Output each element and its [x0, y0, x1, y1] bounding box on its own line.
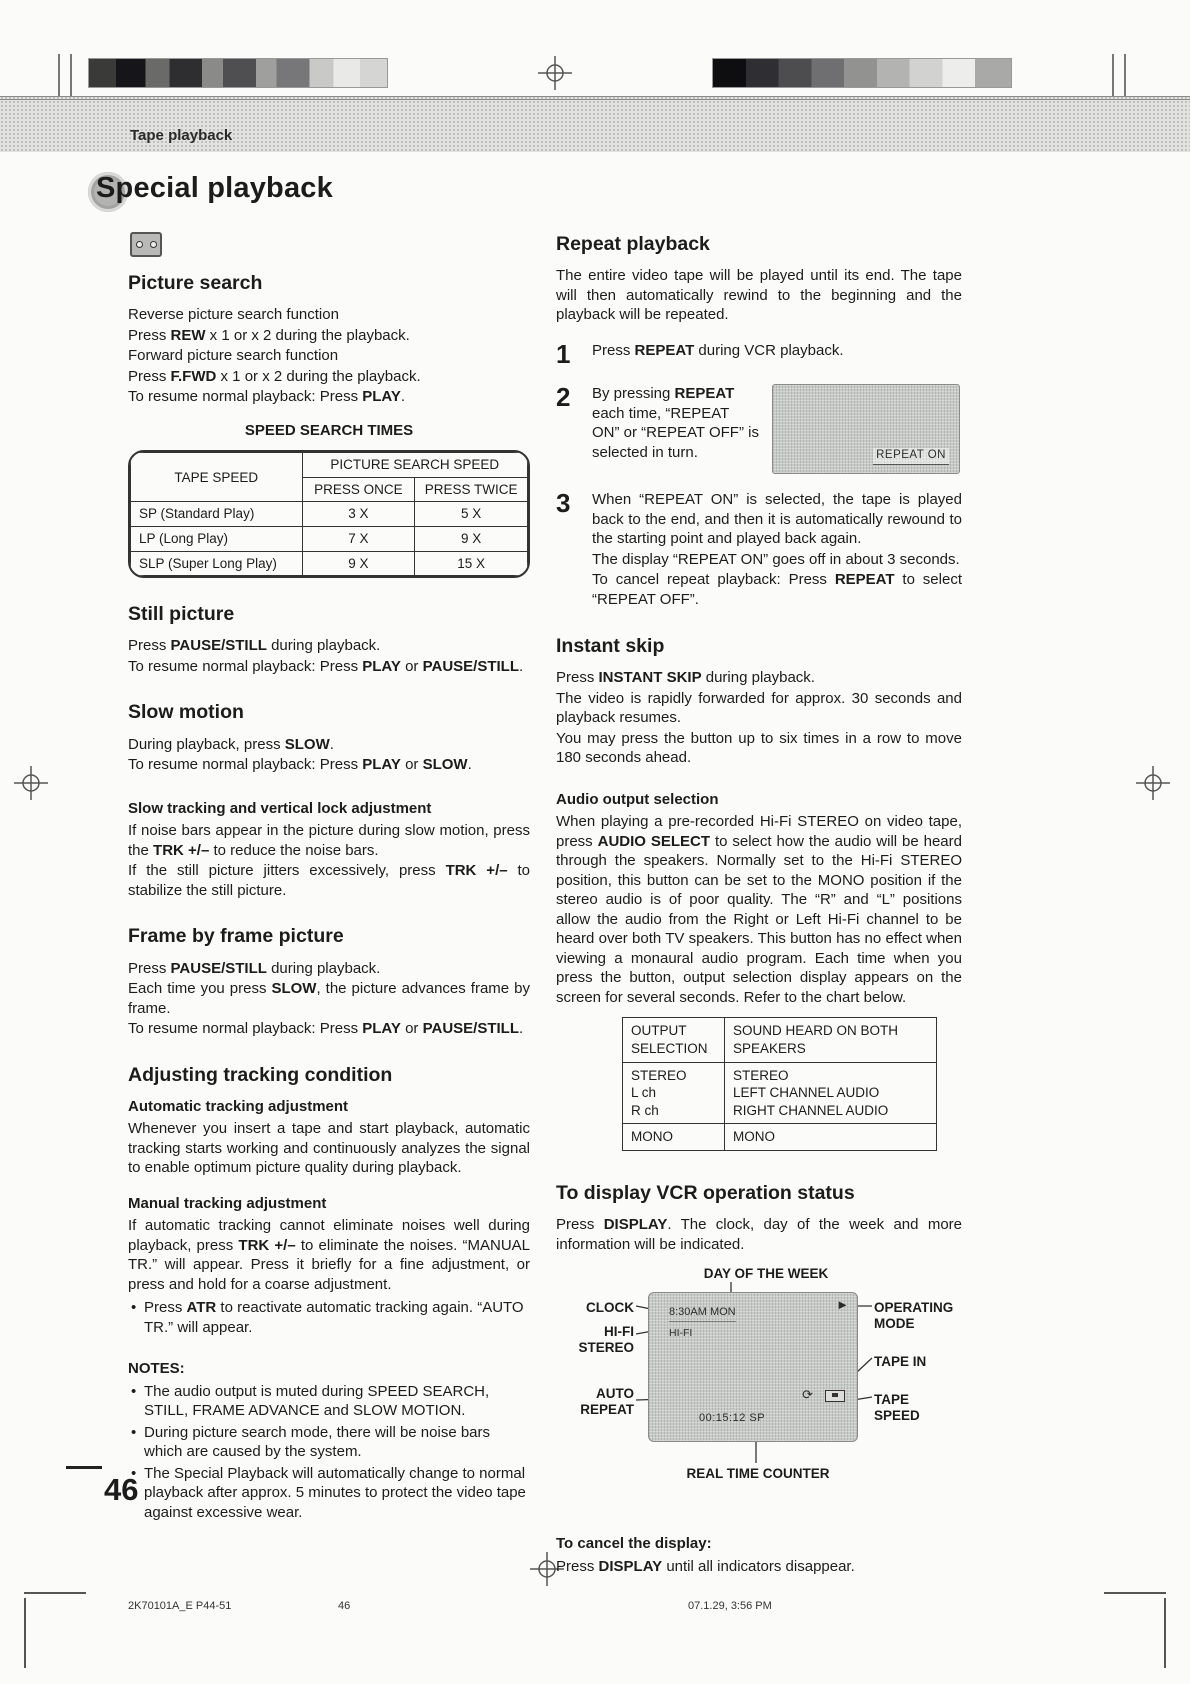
cell-line: L ch: [631, 1085, 657, 1101]
cell-line: STEREO: [631, 1067, 687, 1083]
table-header-search-speed: PICTURE SEARCH SPEED: [302, 453, 528, 478]
subheading-slow-tracking: Slow tracking and vertical lock adjustment: [128, 799, 432, 817]
heading-adjusting-tracking: Adjusting tracking condition: [128, 1063, 393, 1086]
right-column: [556, 232, 962, 1577]
label-operating-mode: OPERATING MODE: [874, 1300, 954, 1331]
paragraph: To cancel repeat playback: Press REPEAT to select “REPEAT OFF”.: [592, 571, 962, 608]
label-real-time-counter: REAL TIME COUNTER: [686, 1466, 830, 1482]
paragraph: You may press the button up to six times in a row to move 180 seconds ahead.: [556, 729, 962, 767]
cell-speed: SLP (Super Long Play): [131, 551, 303, 576]
screen-clock-text: 8:30AM MON: [669, 1305, 736, 1322]
section-label: Tape playback: [130, 127, 233, 144]
cell-speed: LP (Long Play): [131, 526, 303, 551]
subheading-cancel-display: To cancel the display:: [556, 1535, 712, 1553]
footer-file-reference: 2K70101A_E P44-51: [128, 1600, 232, 1612]
paragraph: Press INSTANT SKIP during playback.: [556, 669, 815, 687]
page-number: 46: [104, 1472, 139, 1507]
cell-twice: 9 X: [415, 526, 528, 551]
title-block: [96, 172, 333, 205]
cell-line: STEREO: [733, 1067, 789, 1083]
crop-mark: [24, 1598, 26, 1668]
footer-timestamp: 07.1.29, 3:56 PM: [688, 1600, 772, 1612]
table-row: [131, 551, 528, 576]
cell-twice: 15 X: [415, 551, 528, 576]
paragraph: The display “REPEAT ON” goes off in about 3 seconds.: [592, 550, 960, 568]
table-row: [623, 1062, 937, 1124]
label-tape-speed: TAPE SPEED: [874, 1392, 920, 1423]
table-row: [623, 1018, 937, 1062]
step-number: 2: [556, 382, 571, 413]
header-sound-heard: SOUND HEARD ON BOTH SPEAKERS: [725, 1018, 937, 1062]
paragraph: When “REPEAT ON” is selected, the tape is played back to the end, and then it is automatically rewound to the starting point and played back again.: [592, 491, 962, 548]
cell-line: MONO: [725, 1124, 937, 1151]
crop-mark: [1104, 1592, 1166, 1594]
paragraph: Press PAUSE/STILL during playback.: [128, 959, 381, 977]
subheading-automatic-tracking: Automatic tracking adjustment: [128, 1097, 349, 1115]
paragraph: Forward picture search function: [128, 347, 339, 365]
crop-mark: [24, 1592, 86, 1594]
heading-repeat-playback: Repeat playback: [556, 233, 710, 255]
table-header-tape-speed: TAPE SPEED: [131, 453, 303, 502]
audio-output-table: [622, 1017, 937, 1150]
heading-frame-by-frame: Frame by frame picture: [128, 925, 344, 948]
vcr-status-diagram: [556, 1266, 962, 1524]
paragraph: Press DISPLAY. The clock, day of the week and more information will be indicated.: [556, 1216, 962, 1253]
bullet-item: • Press ATR to reactivate automatic tracking again. “AUTO TR.” will appear.: [128, 1298, 530, 1337]
paragraph: Whenever you insert a tape and start playback, automatic tracking starts working and continuously analyzes the signal to enable optimum picture quality during playback.: [128, 1120, 530, 1177]
bullet-item: • During picture search mode, there will be noise bars which are caused by the system.: [128, 1423, 530, 1462]
paragraph: The entire video tape will be played until its end. The tape will then automatically rewind to the beginning and the playback will be repeated.: [556, 267, 962, 324]
paragraph: The video is rapidly forwarded for approx. 30 seconds and playback resumes.: [556, 689, 962, 727]
step-2: [556, 384, 962, 474]
paragraph: To resume normal playback: Press PLAY or PAUSE/STILL.: [128, 657, 524, 675]
header-output-selection: OUTPUT SELECTION: [623, 1018, 725, 1062]
left-column: [128, 232, 530, 1524]
registration-crosshair-icon: [1136, 766, 1170, 800]
paragraph: Press REW x 1 or x 2 during the playback.: [128, 326, 410, 344]
table-row: [623, 1124, 937, 1151]
cell-line: RIGHT CHANNEL AUDIO: [733, 1102, 889, 1118]
heading-still-picture: Still picture: [128, 603, 235, 626]
registration-crosshair-icon: [538, 56, 572, 90]
step-number: 3: [556, 488, 571, 519]
footer-page-number: 46: [338, 1600, 351, 1612]
crop-mark: [1164, 1598, 1166, 1668]
crop-tick: [1112, 54, 1114, 96]
paragraph: When playing a pre-recorded Hi-Fi STEREO on video tape, press AUDIO SELECT to select how the audio will be heard through the speakers. Normally set to the Hi-Fi STEREO position, this button can be set to the MONO position if the stereo audio is of poor quality. The “R” and “L” positions allow the audio from the Right or Left Hi-Fi channel to be heard over both TV speakers. This button has no effect when viewing a monaural audio program. Each time when you press the button, output selection display appears on the screen for several seconds. Refer to the chart below.: [556, 813, 962, 1006]
paragraph: If the still picture jitters excessively, press TRK +/– to stabilize the still picture.: [128, 862, 531, 899]
table-header-press-once: PRESS ONCE: [302, 477, 415, 502]
cell-once: 9 X: [302, 551, 415, 576]
bullet-item: • The Special Playback will automatically change to normal playback after approx. 5 minutes to protect the video tape against excessive wear.: [128, 1464, 530, 1523]
heading-picture-search: Picture search: [128, 272, 263, 294]
paragraph: If automatic tracking cannot eliminate noises well during playback, press TRK +/– to eliminate the noises. “MANUAL TR.” will appear. Press it briefly for a fine adjustment, or press and hold for a coarse adjustment.: [128, 1217, 530, 1293]
paragraph: Press F.FWD x 1 or x 2 during the playback.: [128, 367, 421, 385]
speed-table-title: SPEED SEARCH TIMES: [244, 421, 414, 439]
auto-repeat-icon: ⟳: [802, 1387, 813, 1403]
crop-tick: [1124, 54, 1126, 96]
paragraph: To resume normal playback: Press PLAY or PAUSE/STILL.: [128, 1020, 524, 1038]
paragraph: Press DISPLAY until all indicators disappear.: [556, 1557, 855, 1575]
table-header-press-twice: PRESS TWICE: [415, 477, 528, 502]
paragraph: If noise bars appear in the picture during slow motion, press the TRK +/– to reduce the noise bars.: [128, 822, 530, 859]
screen-hifi-text: HI-FI: [669, 1327, 693, 1340]
cell-line: MONO: [623, 1124, 725, 1151]
paragraph: Reverse picture search function: [128, 306, 339, 324]
repeat-on-screen: [772, 384, 960, 474]
label-day-of-week: DAY OF THE WEEK: [703, 1266, 829, 1282]
cassette-icon: [130, 232, 162, 257]
label-hifi-stereo: HI-FI STEREO: [578, 1324, 634, 1355]
paragraph: To resume normal playback: Press PLAY or SLOW.: [128, 756, 472, 774]
crop-tick: [70, 54, 72, 96]
table-row: [131, 502, 528, 527]
tape-in-dot: [832, 1393, 838, 1397]
step-1: [556, 338, 962, 369]
label-clock: CLOCK: [586, 1300, 634, 1316]
reel-dot: [150, 241, 157, 248]
cell-line: LEFT CHANNEL AUDIO: [733, 1085, 880, 1101]
paragraph: To resume normal playback: Press PLAY.: [128, 388, 406, 406]
heading-vcr-status: To display VCR operation status: [556, 1181, 855, 1204]
speed-search-table: [128, 450, 530, 578]
label-tape-in: TAPE IN: [874, 1354, 927, 1370]
repeat-on-indicator: REPEAT ON: [873, 448, 949, 465]
step-number: 1: [556, 338, 571, 369]
cell-once: 7 X: [302, 526, 415, 551]
section-header-band: [0, 96, 1190, 152]
paragraph: Each time you press SLOW, the picture advances frame by frame.: [128, 980, 530, 1017]
label-auto-repeat: AUTO REPEAT: [580, 1386, 634, 1417]
step-text: By pressing REPEAT each time, “REPEAT ON” or “REPEAT OFF” is selected in turn.: [592, 385, 759, 461]
heading-slow-motion: Slow motion: [128, 701, 244, 724]
cell-line: R ch: [631, 1102, 659, 1118]
step-3: [556, 490, 962, 610]
color-calibration-bar-right: [712, 58, 1012, 88]
reel-dot: [136, 241, 143, 248]
step-text: Press REPEAT during VCR playback.: [592, 341, 844, 359]
heading-instant-skip: Instant skip: [556, 635, 665, 658]
subheading-notes: NOTES:: [128, 1360, 185, 1378]
cell-speed: SP (Standard Play): [131, 502, 303, 527]
paragraph: Press PAUSE/STILL during playback.: [128, 637, 381, 655]
cell-once: 3 X: [302, 502, 415, 527]
page-title: Special playback: [96, 172, 333, 204]
screen-counter-text: 00:15:12 SP: [699, 1412, 766, 1425]
play-icon: ►: [836, 1297, 849, 1313]
vcr-display-screen: [648, 1292, 858, 1442]
page-number-rule: [66, 1466, 102, 1469]
registration-crosshair-icon: [14, 766, 48, 800]
tape-in-icon: [825, 1390, 845, 1402]
color-calibration-bar-left: [88, 58, 388, 88]
cell-twice: 5 X: [415, 502, 528, 527]
paragraph: During playback, press SLOW.: [128, 735, 334, 753]
subheading-manual-tracking: Manual tracking adjustment: [128, 1194, 327, 1212]
subheading-audio-output: Audio output selection: [556, 790, 719, 808]
bullet-item: • The audio output is muted during SPEED SEARCH, STILL, FRAME ADVANCE and SLOW MOTION.: [128, 1382, 530, 1421]
table-row: [131, 526, 528, 551]
crop-tick: [58, 54, 60, 96]
